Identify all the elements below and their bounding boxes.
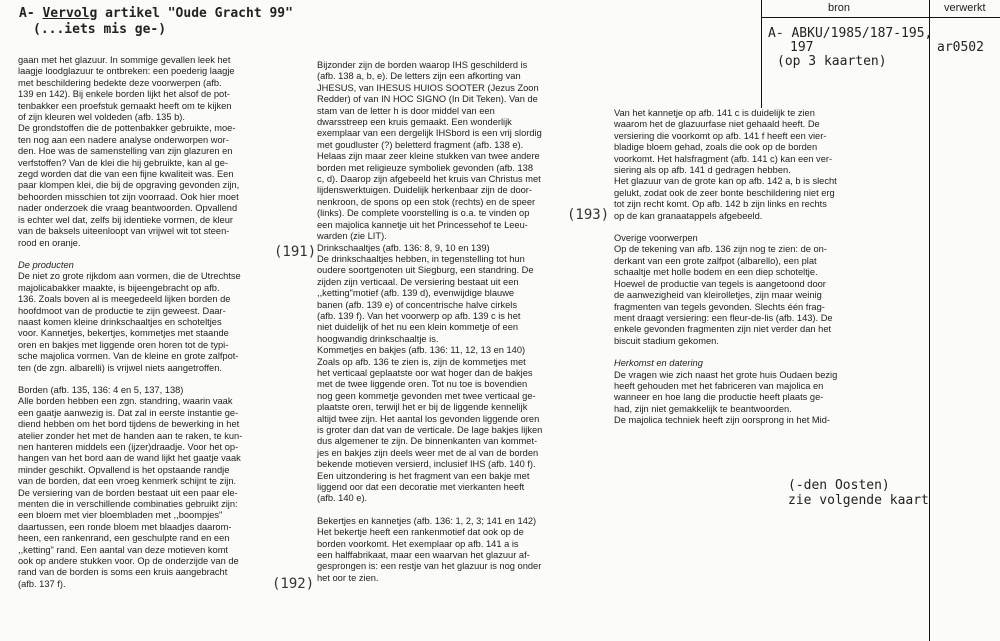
col1-line: den. Hoe was de samenstelling van zijn glazuren en [18, 146, 233, 157]
col2-line: JHESUS, van IHESUS HUIOS SOOTER (Jezus Zoon [317, 82, 539, 93]
col1-line: 136. Zoals boven al is meegedeeld lijken borden de [18, 294, 231, 305]
col3-line: enkele gevonden fragmenten zijn niet verder dan het [614, 324, 832, 335]
col1-line: menten die in verschillende combinaties gebruikt zijn: [18, 499, 238, 510]
col2-line: Bijzonder zijn de borden waarop IHS geschilderd is [317, 60, 528, 70]
col3-line: Van het kannetje op afb. 141 c is duidelijk te zien [614, 108, 815, 118]
col2-line: dus algemener te zijn. De binnenkanten van kommet- [317, 436, 538, 447]
col1-line: van de borden, dat een vroeg kenmerk schijnt te zijn. [18, 476, 237, 487]
col2-line: borden met religieuze symboliek gevonden (afb. 138 [317, 162, 534, 173]
col1-line: ten nog aan een nadere analyse onderworpen wor- [18, 134, 229, 145]
col3-line: fragmenten van tegels gevonden. Slechts één frag- [614, 301, 825, 312]
col2-line: nenkroon, de spons op een stok (rechts) en de speer [317, 196, 536, 207]
col3-line: biscuit stadium gekomen. [614, 335, 719, 346]
col2-line: De drinkschaaltjes hebben, in tegenstelling tot hun [317, 253, 525, 264]
col3-line: tot zijn recht komt. Op afb. 142 b zijn links en rechts [614, 199, 827, 210]
col2-line: hoogwandig drinkschaaltje is. [317, 333, 439, 344]
col2-line: (links). De complete voorstelling is o.a. te vinden op [317, 208, 530, 219]
header-title: artikel "Oude Gracht 99" [97, 6, 293, 21]
col1-line: ten (de zgn. albarelli) is vrijwel niets aangetroffen. [18, 362, 222, 373]
col3-line: Het glazuur van de grote kan op afb. 142 a, b is slecht [614, 176, 837, 187]
col3-line: de aanwezigheid van kleirolletjes, zijn maar weinig [614, 290, 822, 301]
col1-line: ,,ketting" rand. Een aantal van deze motieven komt [18, 544, 229, 555]
col3-line: voorkomt. Het halsfragment (afb. 141 c) kan een ver- [614, 153, 833, 164]
col2-line: ,,ketting"motief (afb. 139 d), evenwijdige blauwe [317, 288, 515, 299]
col1-line: hangen van het bord aan de wand lijkt het gaatje vaak [18, 453, 241, 464]
col1-line: een gaatje aanwezig is. Dat zal in eerste instantie ge- [18, 407, 239, 418]
col1-line: ook op andere stukken voor. Op de onderzijde van de [18, 556, 239, 567]
page-number-191: (191) [274, 244, 317, 260]
header-prefix: A- [19, 6, 43, 21]
typed-header-line2: (...iets mis ge-) [33, 22, 167, 37]
col2-line: het verticaal geplaatste oor wat hoger dan de bakjes [317, 367, 533, 378]
col1-line: atelier zonder het met de handen aan te raken, te kun- [18, 430, 243, 441]
col1-line: gaan met het glazuur. In sommige gevallen leek het [18, 55, 231, 65]
stamp-ref-line2: 197 [790, 40, 814, 55]
col1-line: majolicabakker maakte, is bijeengebracht op afb. [18, 282, 220, 293]
col1-line: naast komen kleine drinkschaaltjes en schoteltjes [18, 316, 222, 327]
col3-line: had, zijn niet gemakkelijk te beantwoorden. [614, 403, 792, 414]
stamp-ref-line3: (op 3 kaarten) [777, 54, 887, 69]
col1-line: De versiering van de borden bestaat uit een paar ele- [18, 487, 238, 498]
col3-line: ment draagt versiering: een fleur-de-lis (afb. 143). De [614, 312, 833, 323]
col1-gap [18, 374, 280, 385]
col2-line: exemplaar van een dergelijk IHSbord is een vrij slordig [317, 128, 542, 139]
col1-line: paar klompen klei, die bij de opgraving gevonden zijn, [18, 180, 240, 191]
col1-line: nen hanteren middels een (ijzer)draadje. Voor het op- [18, 442, 239, 452]
col1-line: is echter wel dat, zelfs bij identieke vormen, de kleur [18, 214, 233, 225]
col2-line: Helaas zijn maar zeer kleine stukken van twee andere [317, 151, 540, 162]
col2-line: liggend oor dat een decoratie met vierkanten heeft [317, 482, 525, 493]
col1-line: De producten [18, 259, 74, 270]
col3-gap [614, 347, 862, 358]
col1-line: tenbakker een proefstuk gemaakt heeft om te kijken [18, 100, 232, 111]
col1-line: De niet zo grote rijkdom aan vormen, die de Utrechtse [18, 271, 241, 282]
typed-header-line1 [19, 6, 293, 22]
col3-line: Hoewel de productie van tegels is aangetoond door [614, 278, 826, 289]
col2-line: (afb. 138 a, b, e). De letters zijn een afkorting van [317, 71, 521, 82]
col1-line: minder geschikt. Opvallend is het opstaande randje [18, 464, 230, 475]
col2-line: Zoals op afb. 136 te zien is, zijn de kommetjes met [317, 356, 526, 367]
col2-line: gesprongen is: een restje van het glazuur is nog onder [317, 561, 542, 572]
col3-gap [614, 222, 862, 233]
col2-line: c, d). Daarop zijn afgebeeld het kruis van Christus met [317, 174, 541, 185]
col3-line: gelukt, zodat ook de zeer bonte beschildering niet erg [614, 187, 835, 198]
col3-line: heeft gehouden met het fabriceren van majolica en [614, 380, 824, 391]
col2-line: Bekertjes en kannetjes (afb. 136: 1, 2, 3; 141 en 142) [317, 515, 537, 526]
col3-line: Op de tekening van afb. 136 zijn nog te zien: de on- [614, 244, 827, 255]
col1-line: rood en oranje. [18, 237, 81, 248]
col3-line: siering als op afb. 141 d gedragen hebben. [614, 165, 791, 176]
stamp-bron-label: bron [828, 2, 851, 14]
col1-line: (afb. 137 f). [18, 578, 66, 589]
col3-line: schaaltje met holle bodem en een diep schoteltje. [614, 267, 818, 278]
col1-line: sche majolica vormen. Van de kleine en grote zalfpot- [18, 351, 239, 362]
col1-line: diend hebben om het bord tijdens de bewerking in het [18, 419, 240, 430]
col2-line: het oor te zien. [317, 572, 379, 583]
col2-line: dwarsstreep een kruis gemaakt. Een wonderlijk [317, 117, 512, 128]
col3-line: wanneer en hoe lang die productie heeft plaats ge- [614, 392, 824, 403]
col3-line: De vragen wie zich naast het grote huis Oudaen bezig [614, 369, 838, 380]
col1-line: hoofdmoot van de productie te zijn geweest. Daar- [18, 305, 226, 316]
col2-line: (afb. 140 e). [317, 493, 368, 504]
col1-line: rand van de borden is soms een kruis aangebracht [18, 567, 228, 578]
col1-line: verfstoffen? Van de klei die hij gebruikte, kan al ge- [18, 157, 228, 168]
col1-line: met beschildering bedekte deze voorwerpen (afb. [18, 77, 222, 88]
col1-line: oren en bakjes met liggende oren horen tot de typi- [18, 339, 229, 350]
col2-gap [317, 505, 557, 516]
col2-line: Het bekertje heeft een rankenmotief dat ook op de [317, 527, 524, 538]
col1-line: zegd worden dat die van een fijne kwaliteit was. Een [18, 169, 234, 180]
col1-line: Alle borden hebben een zgn. standring, waarin vaak [18, 396, 233, 407]
col2-line: met de twee liggende oren. Tot nu toe is bovendien [317, 379, 528, 390]
stamp-ref-line1: A- ABKU/1985/187-195, [768, 26, 933, 41]
col1-line: nader onderzoek die vraag beantwoorden. Opvallend [18, 203, 238, 214]
col2-line: Kommetjes en bakjes (afb. 136: 11, 12, 13 en 140) [317, 345, 526, 356]
col2-line: Een uitzondering is het fragment van een bakje met [317, 470, 530, 481]
article-column-1 [18, 55, 280, 590]
col1-line: heen, een rankenrand, een geschulpte rand en een [18, 533, 230, 544]
col2-line: zijden zijn verticaal. De versiering bestaat uit een [317, 276, 519, 287]
col1-line: van de baksels uiteenloopt van vrijwel wit tot steen- [18, 226, 230, 237]
col2-line: is groter dan dat van de verticale. De lage bakjes lijken [317, 425, 543, 435]
col2-line: plaatste oren, terwijl het er bij de liggende kennelijk [317, 402, 528, 413]
col2-line: altijd twee zijn. Het aantal los gevonden liggende oren [317, 413, 540, 424]
col3-line: Overige voorwerpen [614, 233, 698, 244]
col2-line: stam van de letter h is door middel van een [317, 105, 495, 116]
stamp-code: ar0502 [937, 40, 984, 55]
col2-line: (afb. 139 f). Van het voorwerp op afb. 139 c is het [317, 310, 521, 321]
page-number-192: (192) [272, 576, 315, 592]
stamp-border-divider [929, 0, 930, 641]
article-column-2 [317, 60, 557, 584]
col2-line: Redder) of van IN HOC SIGNO (In Dit Teken). Van de [317, 94, 538, 105]
col3-line: derkant van een grote zalfpot (albarello), een plat [614, 255, 817, 266]
col1-line: behoorden misschien tot zijn voorraad. Ook hier moet [18, 191, 239, 202]
col2-line: warden (zie LIT). [317, 231, 387, 242]
col1-line: daartussen, een ronde bloem met blaadjes daarom- [18, 521, 232, 532]
col2-line: lijdenswerktuigen. Duidelijk herkenbaar zijn de door- [317, 185, 532, 196]
header-vervolg: Vervolg [42, 6, 98, 21]
col3-line: bladige bloem gehad, zoals die ook op de borden [614, 142, 818, 153]
col1-line: een bloem met vier bloembladen met ,,boompjes" [18, 510, 223, 521]
col2-line: borden voorkomt. Het exemplaar op afb. 141 a is [317, 538, 519, 549]
col3-line: waarom het de glazuurfase niet gehaald heeft. De [614, 119, 820, 130]
col3-line: op de kan granaatappels afgebeeld. [614, 210, 763, 221]
col1-line: of zijn kleuren wel voldeden (afb. 135 b). [18, 112, 185, 123]
col2-line: bekende motieven versierd, inclusief IHS (afb. 140 f). [317, 459, 536, 470]
col1-line: voor. Kannetjes, bekertjes, kommetjes met staande [18, 328, 229, 339]
col3-line: Herkomst en datering [614, 358, 703, 369]
col1-line: Borden (afb. 135, 136: 4 en 5, 137, 138) [18, 384, 184, 395]
col1-gap [18, 249, 280, 260]
col3-line: versiering die voorkomt op afb. 141 f heeft een vier- [614, 130, 827, 141]
stamp-header-rule [761, 17, 1000, 18]
article-column-3 [614, 108, 862, 427]
col2-line: Drinkschaaltjes (afb. 136: 8, 9, 10 en 139) [317, 242, 490, 253]
note-line2: zie volgende kaart [788, 493, 929, 508]
col2-line: een halffabrikaat, maar een waarvan het glazuur af- [317, 550, 530, 561]
note-line1: (-den Oosten) [788, 478, 890, 493]
stamp-verwerkt-label: verwerkt [944, 2, 986, 14]
col2-line: oudere soortgenoten uit Siegburg, een standring. De [317, 265, 534, 276]
col2-line: banen (afb. 139 e) of concentrische halve cirkels [317, 299, 517, 310]
col2-line: een majolica kannetje uit het Princessehof te Leeu- [317, 219, 528, 230]
col2-line: nog geen kommetje gevonden met twee verticaal ge- [317, 390, 536, 401]
col1-line: 139 en 142). Bij enkele borden lijkt het alsof de pot- [18, 89, 230, 100]
col2-line: met goudluster (?) beletterd fragment (afb. 138 e). [317, 139, 524, 150]
page-number-193: (193) [567, 207, 610, 223]
col1-line: laagje loodglazuur te ontbreken: een poederig laagje [18, 66, 235, 77]
col2-line: niet duidelijk of het nu een klein kommetje of een [317, 322, 519, 333]
col1-line: De grondstoffen die de pottenbakker gebruikte, moe- [18, 123, 236, 134]
col2-line: jes en bakjes zijn deels weer met de al van de borden [317, 447, 539, 458]
col3-line: De majolica techniek heeft zijn oorsprong in het Mid- [614, 415, 831, 426]
